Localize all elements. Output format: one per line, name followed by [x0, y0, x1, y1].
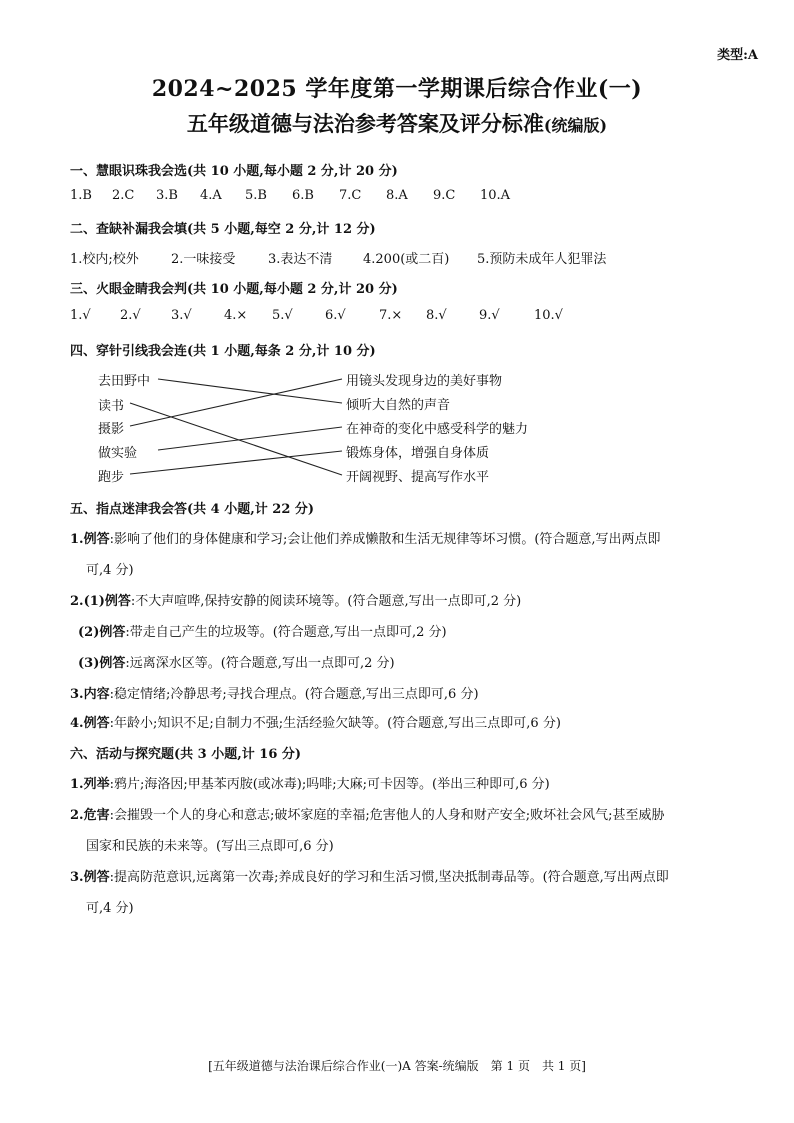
answer-item: 3.√: [171, 308, 192, 323]
answer-item: 6.B: [292, 188, 314, 203]
match-left-item: 做实验: [98, 446, 138, 461]
s6-q3-cont: 可,4 分): [86, 901, 134, 916]
match-connection-line: [130, 451, 342, 474]
section3-heading: 三、火眼金睛我会判(共 10 小题,每小题 2 分,计 20 分): [70, 282, 398, 297]
answer-label: 1.例答: [70, 532, 110, 547]
answer-item: 4.×: [224, 308, 248, 323]
answer-item: 8.A: [386, 188, 408, 203]
answer-item: 10.√: [534, 308, 563, 323]
s5-q2-3-line: [78, 652, 395, 671]
answer-label: (3)例答: [78, 656, 126, 671]
s5-q1-line: [70, 528, 661, 547]
document-title: 2024~2025 学年度第一学期课后综合作业(一): [151, 76, 643, 102]
answer-item: 1.B: [70, 188, 92, 203]
answer-item: 3.B: [156, 188, 178, 203]
answer-text: :稳定情绪;冷静思考;寻找合理点。(符合题意,写出三点即可,6 分): [109, 687, 479, 702]
answer-item: 4.200(或二百): [363, 252, 450, 267]
answer-label: 4.例答: [70, 716, 110, 731]
answer-label: 2.危害: [70, 808, 110, 823]
answer-label: 1.列举: [70, 777, 110, 792]
answer-text: :年龄小;知识不足;自制力不强;生活经验欠缺等。(符合题意,写出三点即可,6 分): [109, 716, 561, 731]
answer-text: :带走自己产生的垃圾等。(符合题意,写出一点即可,2 分): [125, 625, 447, 640]
s5-q1-cont: 可,4 分): [86, 563, 134, 578]
answer-item: 5.B: [245, 188, 267, 203]
answer-item: 9.C: [433, 188, 456, 203]
match-right-item: 倾听大自然的声音: [346, 398, 451, 413]
match-left-item: 跑步: [98, 470, 125, 485]
match-connection-line: [130, 379, 342, 426]
page-footer: [五年级道德与法治课后综合作业(一)A 答案-统编版 第 1 页 共 1 页]: [208, 1059, 586, 1073]
match-connection-line: [158, 427, 342, 450]
section2-heading: 二、查缺补漏我会填(共 5 小题,每空 2 分,计 12 分): [70, 222, 376, 237]
match-left-item: 读书: [98, 399, 125, 414]
s5-q2-1-line: [70, 590, 521, 609]
answer-item: 3.表达不清: [268, 252, 333, 267]
section1-heading: 一、慧眼识珠我会选(共 10 小题,每小题 2 分,计 20 分): [70, 164, 398, 179]
section4-heading: 四、穿针引线我会连(共 1 小题,每条 2 分,计 10 分): [70, 344, 376, 359]
answer-item: 7.×: [379, 308, 403, 323]
section6-heading: 六、活动与探究题(共 3 小题,计 16 分): [70, 747, 302, 762]
answer-item: 6.√: [325, 308, 346, 323]
answer-text: :会摧毁一个人的身心和意志;破坏家庭的幸福;危害他人的人身和财产安全;败坏社会风气;甚至威胁: [109, 808, 665, 823]
edition-label: (统编版): [543, 116, 608, 135]
answer-label: 3.例答: [70, 870, 110, 885]
s6-q3-line: [70, 866, 669, 885]
match-left-item: 摄影: [98, 422, 125, 437]
section5-heading: 五、指点迷津我会答(共 4 小题,计 22 分): [70, 502, 315, 517]
match-right-item: 用镜头发现身边的美好事物: [346, 374, 503, 389]
match-connection-line: [130, 403, 342, 475]
answer-text: :鸦片;海洛因;甲基苯丙胺(或冰毒);吗啡;大麻;可卡因等。(举出三种即可,6 分): [109, 777, 550, 792]
answer-item: 8.√: [426, 308, 447, 323]
subtitle-main: 五年级道德与法治参考答案及评分标准: [186, 111, 544, 136]
answer-item: 2.√: [120, 308, 141, 323]
s5-q3-line: [70, 683, 479, 702]
answer-label: 3.内容: [70, 687, 110, 702]
s5-q4-line: [70, 712, 561, 731]
answer-item: 1.√: [70, 308, 91, 323]
match-right-item: 在神奇的变化中感受科学的魅力: [346, 422, 529, 437]
answer-item: 5.预防未成年人犯罪法: [477, 252, 607, 267]
answer-text: :远离深水区等。(符合题意,写出一点即可,2 分): [125, 656, 395, 671]
answer-text: :影响了他们的身体健康和学习;会让他们养成懒散和生活无规律等坏习惯。(符合题意,写出两点即: [109, 532, 661, 547]
answer-item: 7.C: [339, 188, 362, 203]
answer-item: 2.C: [112, 188, 135, 203]
paper-type-label: 类型:A: [717, 48, 758, 63]
s6-q1-line: [70, 773, 550, 792]
answer-item: 2.一味接受: [171, 252, 236, 267]
answer-label: (2)例答: [78, 625, 126, 640]
match-right-item: 开阔视野、提高写作水平: [346, 470, 490, 485]
answer-text: :不大声喧哗,保持安静的阅读环境等。(符合题意,写出一点即可,2 分): [130, 594, 522, 609]
s5-q2-2-line: [78, 621, 447, 640]
answer-text: :提高防范意识,远离第一次毒;养成良好的学习和生活习惯,坚决抵制毒品等。(符合题意,写出两点即: [109, 870, 669, 885]
answer-item: 10.A: [480, 188, 511, 203]
answer-label: 2.(1)例答: [70, 594, 131, 609]
s6-q2-line: [70, 804, 664, 823]
s6-q2-cont: 国家和民族的未来等。(写出三点即可,6 分): [86, 839, 334, 854]
answer-item: 1.校内;校外: [70, 252, 139, 267]
answer-item: 9.√: [479, 308, 500, 323]
match-right-item: 锻炼身体，增强自身体质: [346, 446, 490, 461]
answer-item: 5.√: [272, 308, 293, 323]
match-left-item: 去田野中: [98, 374, 151, 389]
answer-item: 4.A: [200, 188, 222, 203]
